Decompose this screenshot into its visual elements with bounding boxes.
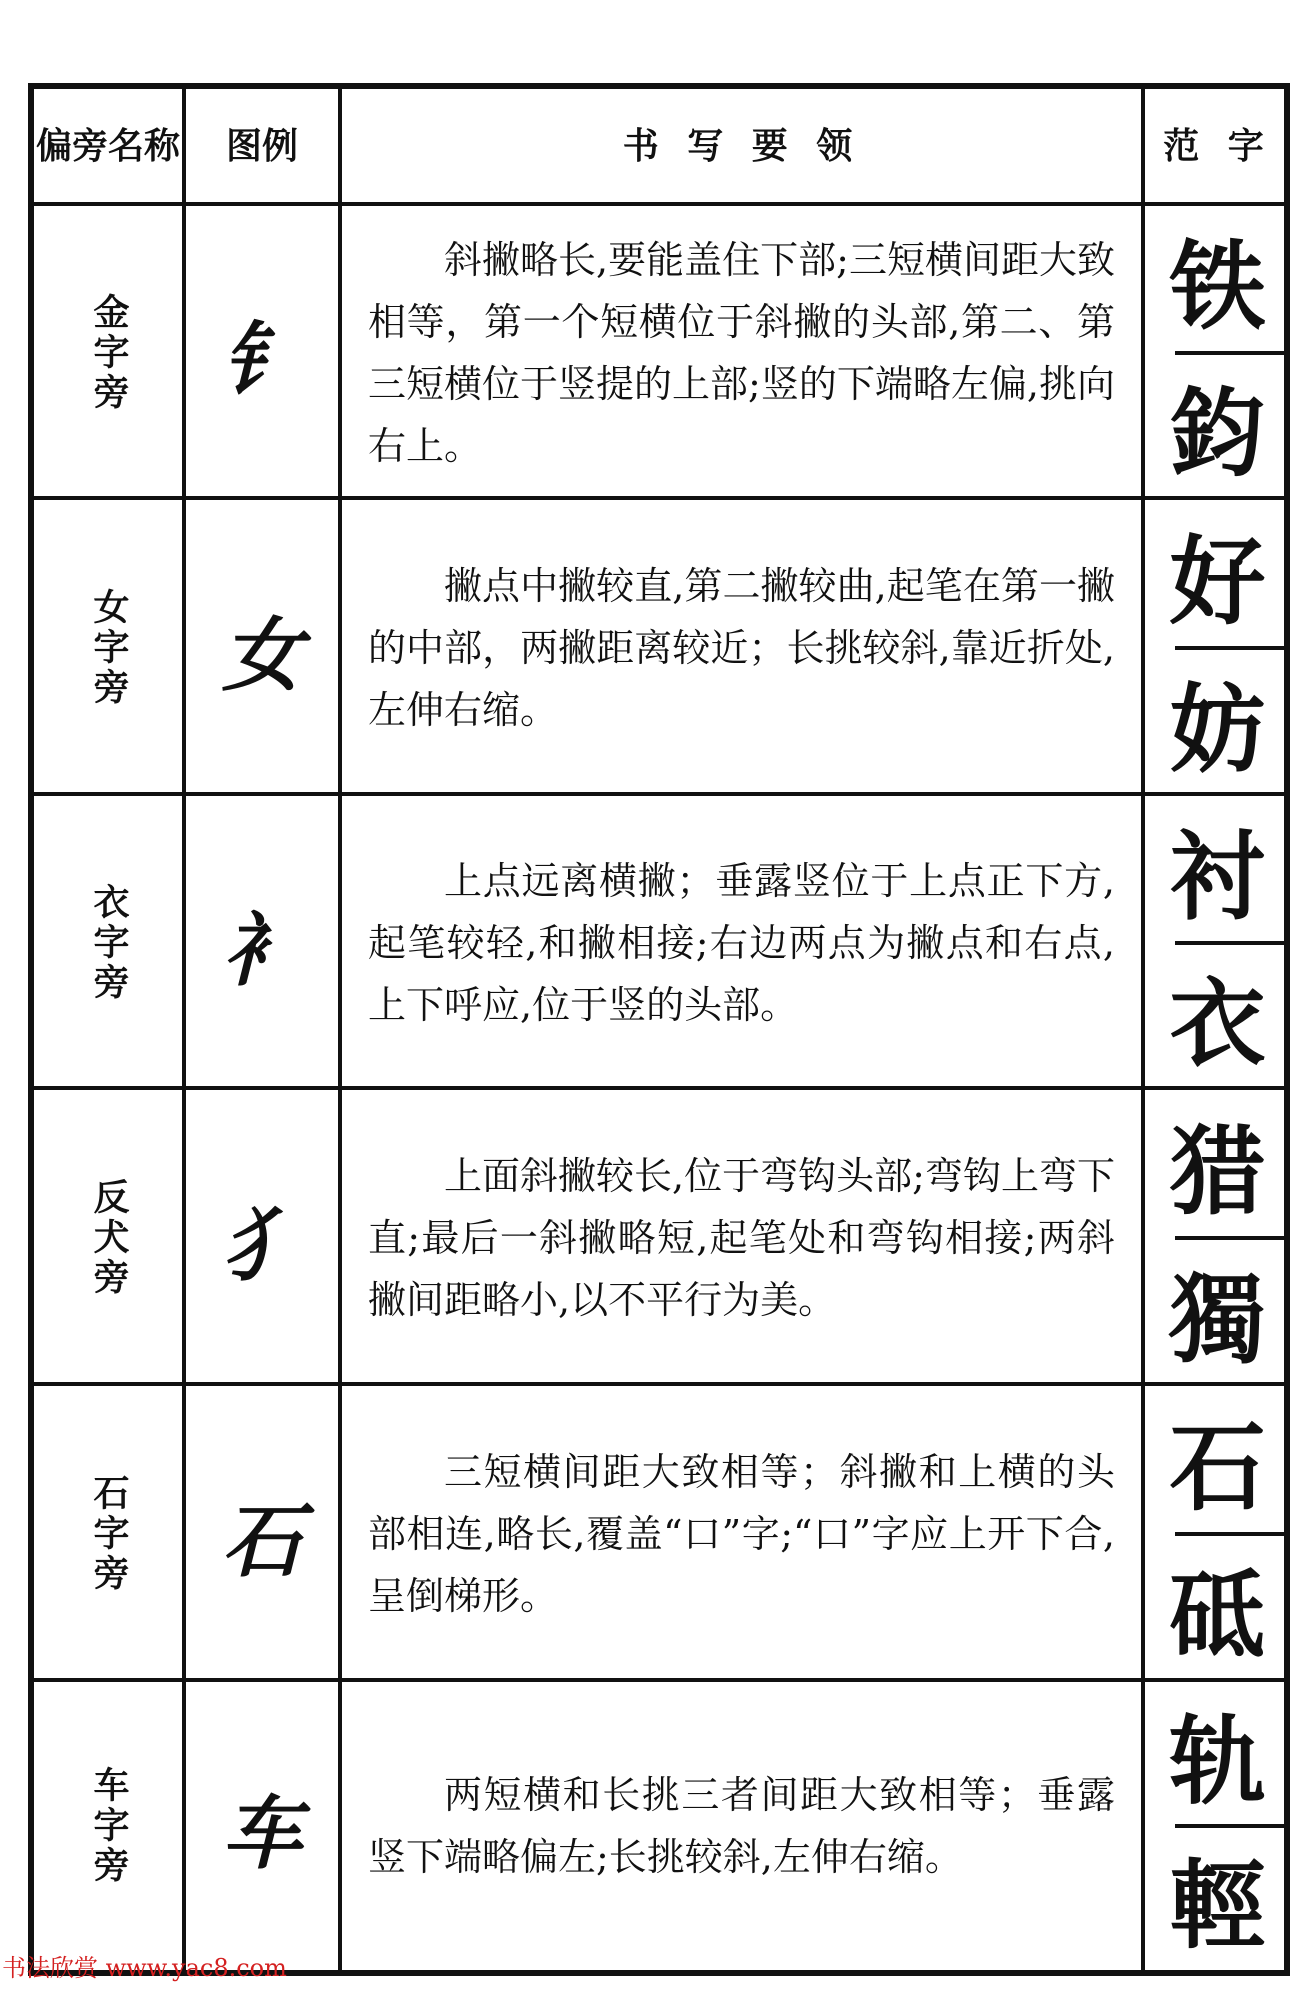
radical-name: 衣字旁 bbox=[88, 883, 129, 1003]
sample-char: 妨 bbox=[1169, 672, 1266, 786]
table-row bbox=[34, 1386, 182, 1682]
radical-example: 衤 bbox=[222, 902, 302, 997]
table-row bbox=[34, 796, 182, 1090]
sample-char: 獨 bbox=[1169, 1262, 1266, 1376]
sample-char: 鈞 bbox=[1169, 377, 1266, 490]
radicals-table bbox=[28, 83, 1290, 1976]
header-instructions: 书 写 要 领 bbox=[622, 126, 861, 168]
sample-char: 輕 bbox=[1169, 1848, 1266, 1962]
writing-instructions: 上面斜撇较长,位于弯钩头部;弯钩上弯下直;最后一斜撇略短,起笔处和弯钩相接;两斜撇间距略小,以不平行为美。 bbox=[368, 1154, 1115, 1322]
radical-example: 犭 bbox=[222, 1197, 302, 1292]
sample-char: 铁 bbox=[1169, 230, 1266, 343]
radical-example: 车 bbox=[222, 1785, 302, 1880]
watermark: 书法欣赏 www.yac8.com bbox=[2, 1954, 287, 1982]
header-sample-chars: 范 字 bbox=[1163, 126, 1272, 168]
sample-char: 猎 bbox=[1169, 1114, 1266, 1228]
sample-char: 衣 bbox=[1169, 967, 1266, 1080]
radical-name: 女字旁 bbox=[88, 588, 129, 708]
header-example: 图例 bbox=[225, 126, 298, 168]
writing-instructions: 上点远离横撇；垂露竖位于上点正下方,起笔较轻,和撇相接;右边两点为撇点和右点,上下呼应,位于竖的头部。 bbox=[368, 859, 1115, 1027]
header-radical-name: 偏旁名称 bbox=[35, 126, 180, 168]
writing-instructions: 撇点中撇较直,第二撇较曲,起笔在第一撇的中部，两撇距离较近；长挑较斜,靠近折处,左伸右缩。 bbox=[368, 564, 1115, 732]
sample-char: 好 bbox=[1169, 524, 1266, 638]
table-row bbox=[34, 206, 182, 500]
sample-char: 衬 bbox=[1169, 820, 1266, 933]
radical-name: 反犬旁 bbox=[88, 1178, 129, 1298]
sample-char: 轨 bbox=[1169, 1704, 1266, 1818]
writing-instructions: 两短横和长挑三者间距大致相等；垂露竖下端略偏左;长挑较斜,左伸右缩。 bbox=[368, 1773, 1115, 1879]
sample-char: 砥 bbox=[1169, 1558, 1266, 1672]
radical-example: 女 bbox=[222, 607, 302, 702]
radical-name: 金字旁 bbox=[88, 293, 129, 413]
writing-instructions: 三短横间距大致相等；斜撇和上横的头部相连,略长,覆盖“口”字;“口”字应上开下合,呈倒梯形。 bbox=[368, 1450, 1115, 1618]
table-row bbox=[34, 500, 182, 796]
table-row bbox=[34, 1682, 182, 1970]
radical-name: 石字旁 bbox=[88, 1474, 129, 1594]
table-row bbox=[34, 1090, 182, 1386]
sample-char: 石 bbox=[1169, 1410, 1266, 1524]
writing-instructions: 斜撇略长,要能盖住下部;三短横间距大致相等，第一个短横位于斜撇的头部,第二、第三短横位于竖提的上部;竖的下端略左偏,挑向右上。 bbox=[368, 238, 1115, 468]
radical-example: 石 bbox=[222, 1493, 302, 1588]
radical-name: 车字旁 bbox=[88, 1766, 129, 1886]
radical-example: 钅 bbox=[222, 312, 302, 407]
